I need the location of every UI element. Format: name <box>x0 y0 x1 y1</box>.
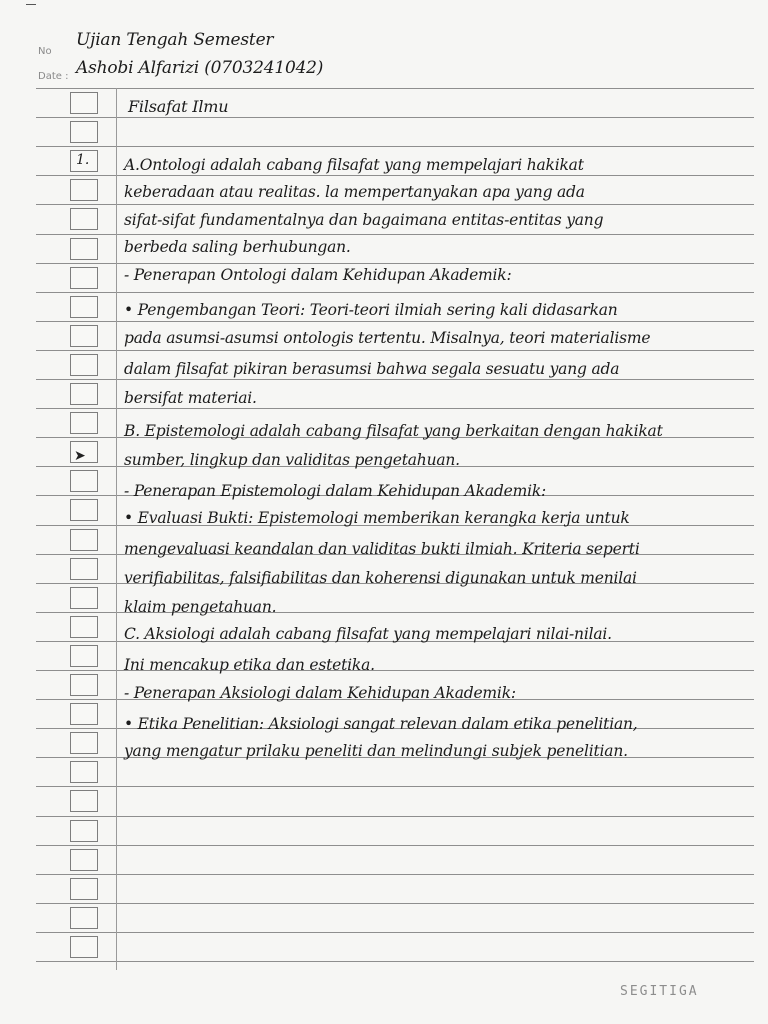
line-checkbox <box>70 616 98 638</box>
ruled-line <box>36 146 754 147</box>
ruled-line <box>36 321 754 322</box>
line-checkbox <box>70 92 98 114</box>
ruled-line <box>36 234 754 235</box>
line-checkbox <box>70 470 98 492</box>
line-checkbox <box>70 820 98 842</box>
ruled-line <box>36 292 754 293</box>
answer-line: • Evaluasi Bukti: Epistemologi memberikan kerangka kerja untuk <box>124 509 630 527</box>
ruled-line <box>36 263 754 264</box>
line-checkbox <box>70 383 98 405</box>
line-checkbox <box>70 761 98 783</box>
line-checkbox <box>70 936 98 958</box>
answer-line: berbeda saling berhubungan. <box>124 238 351 256</box>
line-checkbox <box>70 325 98 347</box>
subject-title: Filsafat Ilmu <box>128 97 229 116</box>
answer-line: sumber, lingkup dan validitas pengetahuan. <box>124 451 460 469</box>
line-checkbox <box>70 732 98 754</box>
answer-line: Ini mencakup etika dan estetika. <box>124 656 375 674</box>
ruled-line <box>36 379 754 380</box>
answer-line: - Penerapan Aksiologi dalam Kehidupan Akademik: <box>124 684 516 702</box>
ruled-line <box>36 408 754 409</box>
line-checkbox <box>70 499 98 521</box>
ruled-line <box>36 961 754 962</box>
ruled-line <box>36 845 754 846</box>
margin-line <box>116 88 117 970</box>
answer-line: A.Ontologi adalah cabang filsafat yang mempelajari hakikat <box>124 156 584 174</box>
ruled-line <box>36 903 754 904</box>
answer-line: sifat-sifat fundamentalnya dan bagaimana entitas-entitas yang <box>124 211 604 229</box>
answer-line: - Penerapan Epistemologi dalam Kehidupan Akademik: <box>124 482 547 500</box>
corner-mark <box>26 4 36 5</box>
answer-line: bersifat materiai. <box>124 389 257 407</box>
exam-title: Ujian Tengah Semester <box>76 30 274 50</box>
ruled-line <box>36 932 754 933</box>
answer-line: verifiabilitas, falsifiabilitas dan koherensi digunakan untuk menilai <box>124 569 637 587</box>
line-checkbox <box>70 907 98 929</box>
answer-line: keberadaan atau realitas. la mempertanyakan apa yang ada <box>124 183 585 201</box>
question-number: 1. <box>76 152 90 168</box>
ruled-line <box>36 350 754 351</box>
date-label: Date : <box>38 71 69 82</box>
line-checkbox <box>70 878 98 900</box>
line-checkbox <box>70 121 98 143</box>
ruled-line <box>36 816 754 817</box>
arrow-icon: ➤ <box>74 448 86 464</box>
ruled-line <box>36 874 754 875</box>
line-checkbox <box>70 296 98 318</box>
answer-line: klaim pengetahuan. <box>124 598 277 616</box>
ruled-line <box>36 204 754 205</box>
ruled-line <box>36 117 754 118</box>
answer-line: yang mengatur prilaku peneliti dan melindungi subjek penelitian. <box>124 742 628 760</box>
answer-line: pada asumsi-asumsi ontologis tertentu. Misalnya, teori materialisme <box>124 329 651 347</box>
brand-logo: SEGITIGA <box>620 984 699 999</box>
answer-line: • Pengembangan Teori: Teori-teori ilmiah sering kali didasarkan <box>124 301 618 319</box>
line-checkbox <box>70 849 98 871</box>
line-checkbox <box>70 703 98 725</box>
line-checkbox <box>70 558 98 580</box>
line-checkbox <box>70 587 98 609</box>
line-checkbox <box>70 412 98 434</box>
answer-line: mengevaluasi keandalan dan validitas bukti ilmiah. Kriteria seperti <box>124 540 640 558</box>
line-checkbox <box>70 179 98 201</box>
answer-line: C. Aksiologi adalah cabang filsafat yang mempelajari nilai-nilai. <box>124 625 612 643</box>
line-checkbox <box>70 238 98 260</box>
line-checkbox <box>70 354 98 376</box>
line-checkbox <box>70 645 98 667</box>
answer-line: - Penerapan Ontologi dalam Kehidupan Akademik: <box>124 266 512 284</box>
answer-line: dalam filsafat pikiran berasumsi bahwa segala sesuatu yang ada <box>124 360 620 378</box>
ruled-line <box>36 786 754 787</box>
no-label: No <box>38 46 52 57</box>
line-checkbox <box>70 790 98 812</box>
answer-line: • Etika Penelitian: Aksiologi sangat relevan dalam etika penelitian, <box>124 715 638 733</box>
ruled-line <box>36 175 754 176</box>
student-name: Ashobi Alfarizi (0703241042) <box>76 58 324 78</box>
ruled-line <box>36 88 754 89</box>
line-checkbox <box>70 674 98 696</box>
line-checkbox <box>70 267 98 289</box>
line-checkbox <box>70 529 98 551</box>
answer-line: B. Epistemologi adalah cabang filsafat yang berkaitan dengan hakikat <box>124 422 663 440</box>
line-checkbox <box>70 208 98 230</box>
